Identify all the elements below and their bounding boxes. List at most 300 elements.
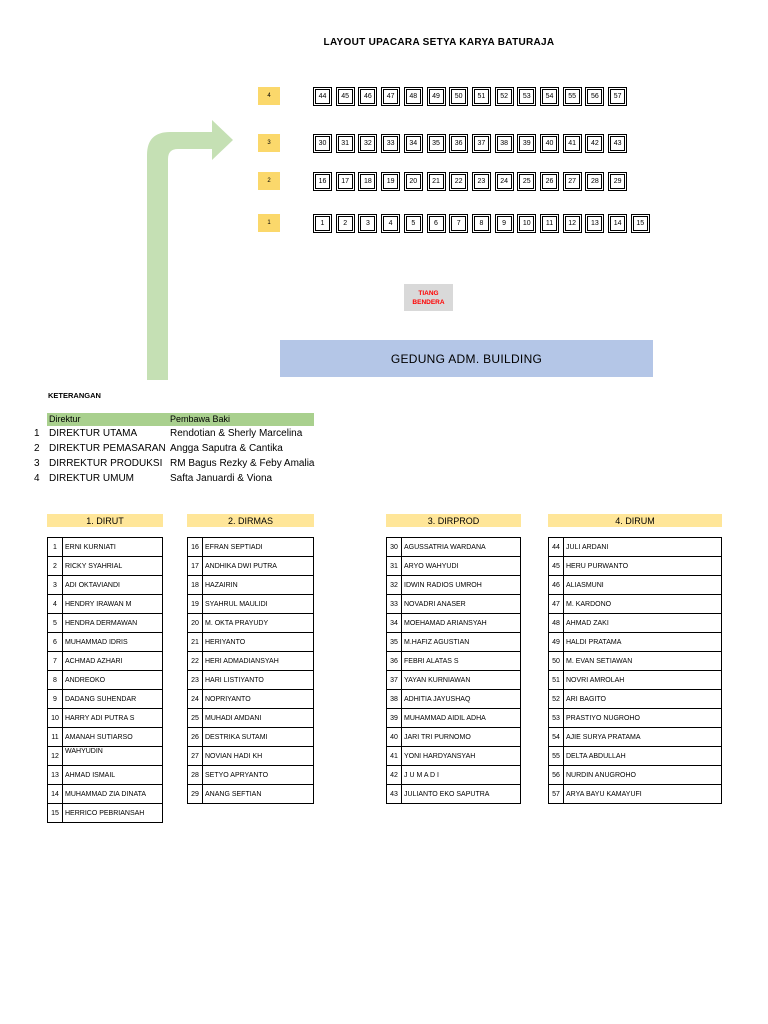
table-row <box>188 728 314 747</box>
seat-number: 56 <box>587 89 602 104</box>
participant-name: ACHMAD AZHARI <box>63 652 163 671</box>
participant-number: 5 <box>48 614 63 633</box>
seat-number: 53 <box>519 89 534 104</box>
table-row <box>549 728 722 747</box>
participant-name: SETYO APRYANTO <box>203 766 314 785</box>
page-title: LAYOUT UPACARA SETYA KARYA BATURAJA <box>323 37 555 48</box>
seat-number: 5 <box>406 216 421 231</box>
participant-table-1 <box>47 537 163 823</box>
seat-number: 20 <box>406 174 421 189</box>
participant-number: 23 <box>188 671 203 690</box>
participant-name: DADANG SUHENDAR <box>63 690 163 709</box>
table-row <box>48 595 163 614</box>
legend-row: 3 DIRREKTUR PRODUKSI RM Bagus Rezky & Feby Amalia <box>34 458 315 469</box>
table-row <box>549 576 722 595</box>
row-label-4: 4 <box>258 87 280 105</box>
participant-number: 45 <box>549 557 564 576</box>
seat-number: 52 <box>497 89 512 104</box>
table-row <box>48 728 163 747</box>
table-row <box>549 557 722 576</box>
table-row <box>549 538 722 557</box>
participant-name: NOVADRI ANASER <box>402 595 521 614</box>
participant-number: 53 <box>549 709 564 728</box>
seat-29 <box>608 172 627 191</box>
seat-number: 6 <box>429 216 444 231</box>
seat-number: 50 <box>451 89 466 104</box>
seat-18 <box>358 172 377 191</box>
participant-number: 20 <box>188 614 203 633</box>
tiang-line1: TIANG <box>418 289 439 297</box>
participant-number: 6 <box>48 633 63 652</box>
seat-number: 8 <box>474 216 489 231</box>
seat-number: 28 <box>587 174 602 189</box>
participant-number: 57 <box>549 785 564 804</box>
participant-name: AHMAD ISMAIL <box>63 766 163 785</box>
seat-number: 17 <box>338 174 353 189</box>
participant-number: 17 <box>188 557 203 576</box>
table-row <box>549 709 722 728</box>
table-row <box>387 633 521 652</box>
table-row <box>188 538 314 557</box>
participant-number: 43 <box>387 785 402 804</box>
participant-name: ANANG SEFTIAN <box>203 785 314 804</box>
participant-name: NOVIAN HADI KH <box>203 747 314 766</box>
table-row <box>188 709 314 728</box>
seat-number: 19 <box>383 174 398 189</box>
legend-col-pembawa: Pembawa Baki <box>170 414 231 424</box>
seat-28 <box>585 172 604 191</box>
seat-27 <box>563 172 582 191</box>
table-row <box>549 671 722 690</box>
participant-number: 26 <box>188 728 203 747</box>
participant-name: NOVRI AMROLAH <box>564 671 722 690</box>
participant-number: 12 <box>48 747 63 766</box>
seat-6 <box>427 214 446 233</box>
participant-number: 51 <box>549 671 564 690</box>
participant-name: MUHADI AMDANI <box>203 709 314 728</box>
participant-number: 52 <box>549 690 564 709</box>
seat-number: 15 <box>633 216 648 231</box>
seat-number: 41 <box>565 136 580 151</box>
seat-number: 30 <box>315 136 330 151</box>
table-row <box>387 652 521 671</box>
seat-25 <box>517 172 536 191</box>
seat-34 <box>404 134 423 153</box>
seat-number: 34 <box>406 136 421 151</box>
participant-name: NOPRIYANTO <box>203 690 314 709</box>
participant-name: WAHYUDIN <box>63 747 163 766</box>
participant-name: AHMAD ZAKI <box>564 614 722 633</box>
seat-39 <box>517 134 536 153</box>
participant-name: M. OKTA PRAYUDY <box>203 614 314 633</box>
seat-38 <box>495 134 514 153</box>
seat-number: 18 <box>360 174 375 189</box>
table-row <box>387 576 521 595</box>
seat-number: 13 <box>587 216 602 231</box>
seat-9 <box>495 214 514 233</box>
legend-row: 4 DIREKTUR UMUM Safta Januardi & Viona <box>34 473 273 484</box>
seat-number: 48 <box>406 89 421 104</box>
legend-col-direktur: Direktur <box>49 414 81 424</box>
participant-name: JULI ARDANI <box>564 538 722 557</box>
table-row <box>387 785 521 804</box>
table-row <box>387 766 521 785</box>
seat-number: 36 <box>451 136 466 151</box>
table-row <box>387 538 521 557</box>
seat-number: 49 <box>429 89 444 104</box>
participant-number: 46 <box>549 576 564 595</box>
table-row <box>188 614 314 633</box>
participant-name: JULIANTO EKO SAPUTRA <box>402 785 521 804</box>
seat-21 <box>427 172 446 191</box>
participant-number: 25 <box>188 709 203 728</box>
table-row <box>48 709 163 728</box>
seat-44 <box>313 87 332 106</box>
table-row <box>48 614 163 633</box>
arrow-icon <box>140 115 240 383</box>
table-row <box>549 747 722 766</box>
table-row <box>549 690 722 709</box>
participant-name: M. KARDONO <box>564 595 722 614</box>
seat-number: 22 <box>451 174 466 189</box>
seat-19 <box>381 172 400 191</box>
table-row <box>549 652 722 671</box>
participant-number: 24 <box>188 690 203 709</box>
flagpole-marker <box>404 284 453 311</box>
seat-32 <box>358 134 377 153</box>
participant-number: 27 <box>188 747 203 766</box>
participant-name: MOEHAMAD ARIANSYAH <box>402 614 521 633</box>
seat-33 <box>381 134 400 153</box>
seat-13 <box>585 214 604 233</box>
group-header-dirum: 4. DIRUM <box>548 514 722 527</box>
participant-number: 28 <box>188 766 203 785</box>
participant-number: 30 <box>387 538 402 557</box>
participant-number: 41 <box>387 747 402 766</box>
seat-57 <box>608 87 627 106</box>
participant-name: MUHAMMAD ZIA DINATA <box>63 785 163 804</box>
participant-number: 33 <box>387 595 402 614</box>
participant-name: HALDI PRATAMA <box>564 633 722 652</box>
seat-35 <box>427 134 446 153</box>
participant-number: 9 <box>48 690 63 709</box>
participant-name: HERI ADMADIANSYAH <box>203 652 314 671</box>
seat-number: 7 <box>451 216 466 231</box>
participant-number: 37 <box>387 671 402 690</box>
seat-number: 16 <box>315 174 330 189</box>
participant-table-4 <box>548 537 722 804</box>
participant-name: YAYAN KURNIAWAN <box>402 671 521 690</box>
participant-number: 36 <box>387 652 402 671</box>
table-row <box>549 614 722 633</box>
participant-number: 1 <box>48 538 63 557</box>
participant-number: 44 <box>549 538 564 557</box>
participant-number: 38 <box>387 690 402 709</box>
seat-number: 45 <box>338 89 353 104</box>
seat-30 <box>313 134 332 153</box>
participant-name: M.HAFIZ AGUSTIAN <box>402 633 521 652</box>
seat-8 <box>472 214 491 233</box>
participant-number: 39 <box>387 709 402 728</box>
participant-number: 18 <box>188 576 203 595</box>
group-header-dirprod: 3. DIRPROD <box>386 514 521 527</box>
participant-name: EFRAN SEPTIADI <box>203 538 314 557</box>
legend-row: 2 DIREKTUR PEMASARAN Angga Saputra & Cantika <box>34 443 283 454</box>
participant-name: M. EVAN SETIAWAN <box>564 652 722 671</box>
seat-number: 40 <box>542 136 557 151</box>
seat-2 <box>336 214 355 233</box>
seat-4 <box>381 214 400 233</box>
legend-row: 1 DIREKTUR UTAMA Rendotian & Sherly Marcelina <box>34 428 303 439</box>
participant-number: 10 <box>48 709 63 728</box>
table-row <box>188 690 314 709</box>
seat-49 <box>427 87 446 106</box>
seat-40 <box>540 134 559 153</box>
seat-number: 4 <box>383 216 398 231</box>
tiang-line2: BENDERA <box>412 298 445 306</box>
participant-number: 40 <box>387 728 402 747</box>
seat-number: 38 <box>497 136 512 151</box>
seat-17 <box>336 172 355 191</box>
legend-header <box>47 413 314 426</box>
seat-5 <box>404 214 423 233</box>
participant-name: HERRICO PEBRIANSAH <box>63 804 163 823</box>
participant-table-2 <box>187 537 314 804</box>
participant-name: IDWIN RADIOS UMROH <box>402 576 521 595</box>
participant-name: ADHITIA JAYUSHAQ <box>402 690 521 709</box>
seat-22 <box>449 172 468 191</box>
participant-name: ADI OKTAVIANDI <box>63 576 163 595</box>
seat-number: 12 <box>565 216 580 231</box>
seat-number: 39 <box>519 136 534 151</box>
participant-number: 13 <box>48 766 63 785</box>
participant-number: 32 <box>387 576 402 595</box>
participant-name: ERNI KURNIATI <box>63 538 163 557</box>
seat-24 <box>495 172 514 191</box>
table-row <box>48 804 163 823</box>
seat-11 <box>540 214 559 233</box>
participant-name: ARYO WAHYUDI <box>402 557 521 576</box>
table-row <box>549 766 722 785</box>
participant-number: 47 <box>549 595 564 614</box>
seat-number: 1 <box>315 216 330 231</box>
participant-number: 49 <box>549 633 564 652</box>
participant-name: PRASTIYO NUGROHO <box>564 709 722 728</box>
table-row <box>188 766 314 785</box>
participant-number: 42 <box>387 766 402 785</box>
seat-number: 37 <box>474 136 489 151</box>
participant-number: 34 <box>387 614 402 633</box>
participant-name: FEBRI ALATAS S <box>402 652 521 671</box>
seat-number: 23 <box>474 174 489 189</box>
seat-number: 51 <box>474 89 489 104</box>
participant-number: 22 <box>188 652 203 671</box>
participant-name: ARI BAGITO <box>564 690 722 709</box>
seat-number: 47 <box>383 89 398 104</box>
participant-name: HARRY ADI PUTRA S <box>63 709 163 728</box>
building-block: GEDUNG ADM. BUILDING <box>280 340 653 377</box>
seat-number: 42 <box>587 136 602 151</box>
participant-name: RICKY SYAHRIAL <box>63 557 163 576</box>
table-row <box>549 785 722 804</box>
seat-number: 14 <box>610 216 625 231</box>
participant-number: 50 <box>549 652 564 671</box>
table-row <box>48 766 163 785</box>
seat-26 <box>540 172 559 191</box>
participant-name: ANDHIKA DWI PUTRA <box>203 557 314 576</box>
seat-10 <box>517 214 536 233</box>
participant-table-3 <box>386 537 521 804</box>
seat-number: 26 <box>542 174 557 189</box>
participant-name: MUHAMMAD AIDIL ADHA <box>402 709 521 728</box>
table-row <box>48 747 163 766</box>
table-row <box>48 785 163 804</box>
participant-name: AJIE SURYA PRATAMA <box>564 728 722 747</box>
participant-name: HERU PURWANTO <box>564 557 722 576</box>
seat-number: 3 <box>360 216 375 231</box>
participant-name: HENDRY IRAWAN M <box>63 595 163 614</box>
participant-name: ALIASMUNI <box>564 576 722 595</box>
seat-number: 43 <box>610 136 625 151</box>
table-row <box>549 633 722 652</box>
seat-number: 44 <box>315 89 330 104</box>
table-row <box>387 614 521 633</box>
seat-48 <box>404 87 423 106</box>
participant-number: 14 <box>48 785 63 804</box>
table-row <box>48 652 163 671</box>
participant-number: 11 <box>48 728 63 747</box>
table-row <box>387 671 521 690</box>
seat-53 <box>517 87 536 106</box>
participant-name: NURDIN ANUGROHO <box>564 766 722 785</box>
participant-number: 16 <box>188 538 203 557</box>
participant-number: 54 <box>549 728 564 747</box>
seat-36 <box>449 134 468 153</box>
seat-46 <box>358 87 377 106</box>
seat-number: 55 <box>565 89 580 104</box>
participant-number: 8 <box>48 671 63 690</box>
participant-name: HERIYANTO <box>203 633 314 652</box>
table-row <box>387 709 521 728</box>
seat-31 <box>336 134 355 153</box>
seat-number: 35 <box>429 136 444 151</box>
participant-name: HAZAIRIN <box>203 576 314 595</box>
seat-number: 27 <box>565 174 580 189</box>
participant-name: HENDRA DERMAWAN <box>63 614 163 633</box>
table-row <box>188 747 314 766</box>
participant-number: 48 <box>549 614 564 633</box>
seat-number: 29 <box>610 174 625 189</box>
keterangan-heading: KETERANGAN <box>48 391 101 400</box>
row-label-3: 3 <box>258 134 280 152</box>
seat-56 <box>585 87 604 106</box>
table-row <box>387 728 521 747</box>
seat-45 <box>336 87 355 106</box>
seat-37 <box>472 134 491 153</box>
table-row <box>188 576 314 595</box>
participant-name: DESTRIKA SUTAMI <box>203 728 314 747</box>
seat-50 <box>449 87 468 106</box>
participant-name: J U M A D I <box>402 766 521 785</box>
participant-name: ANDREOKO <box>63 671 163 690</box>
participant-name: YONI HARDYANSYAH <box>402 747 521 766</box>
seat-12 <box>563 214 582 233</box>
table-row <box>48 690 163 709</box>
seat-number: 11 <box>542 216 557 231</box>
seat-23 <box>472 172 491 191</box>
seat-number: 10 <box>519 216 534 231</box>
table-row <box>188 633 314 652</box>
seat-47 <box>381 87 400 106</box>
seat-3 <box>358 214 377 233</box>
seat-51 <box>472 87 491 106</box>
seat-52 <box>495 87 514 106</box>
participant-number: 15 <box>48 804 63 823</box>
participant-name: JARI TRI PURNOMO <box>402 728 521 747</box>
table-row <box>387 747 521 766</box>
seat-number: 54 <box>542 89 557 104</box>
participant-number: 19 <box>188 595 203 614</box>
table-row <box>387 557 521 576</box>
seat-number: 57 <box>610 89 625 104</box>
participant-number: 2 <box>48 557 63 576</box>
seat-number: 24 <box>497 174 512 189</box>
participant-name: ARYA BAYU KAMAYUFI <box>564 785 722 804</box>
seat-number: 32 <box>360 136 375 151</box>
seat-16 <box>313 172 332 191</box>
participant-name: AMANAH SUTIARSO <box>63 728 163 747</box>
seat-number: 46 <box>360 89 375 104</box>
group-header-dirmas: 2. DIRMAS <box>187 514 314 527</box>
table-row <box>188 557 314 576</box>
seat-number: 25 <box>519 174 534 189</box>
table-row <box>48 557 163 576</box>
seat-number: 2 <box>338 216 353 231</box>
table-row <box>48 538 163 557</box>
participant-name: MUHAMMAD IDRIS <box>63 633 163 652</box>
participant-name: DELTA ABDULLAH <box>564 747 722 766</box>
participant-number: 7 <box>48 652 63 671</box>
table-row <box>188 671 314 690</box>
seat-number: 21 <box>429 174 444 189</box>
participant-number: 29 <box>188 785 203 804</box>
seat-43 <box>608 134 627 153</box>
table-row <box>387 595 521 614</box>
seat-number: 31 <box>338 136 353 151</box>
row-label-2: 2 <box>258 172 280 190</box>
participant-number: 35 <box>387 633 402 652</box>
seat-55 <box>563 87 582 106</box>
group-header-dirut: 1. DIRUT <box>47 514 163 527</box>
seat-42 <box>585 134 604 153</box>
participant-number: 55 <box>549 747 564 766</box>
seat-1 <box>313 214 332 233</box>
seat-41 <box>563 134 582 153</box>
participant-name: AGUSSATRIA WARDANA <box>402 538 521 557</box>
participant-name: HARI LISTIYANTO <box>203 671 314 690</box>
participant-number: 31 <box>387 557 402 576</box>
table-row <box>549 595 722 614</box>
seat-54 <box>540 87 559 106</box>
seat-number: 9 <box>497 216 512 231</box>
seat-20 <box>404 172 423 191</box>
table-row <box>188 595 314 614</box>
seat-14 <box>608 214 627 233</box>
seat-number: 33 <box>383 136 398 151</box>
participant-number: 21 <box>188 633 203 652</box>
participant-number: 56 <box>549 766 564 785</box>
seat-15 <box>631 214 650 233</box>
